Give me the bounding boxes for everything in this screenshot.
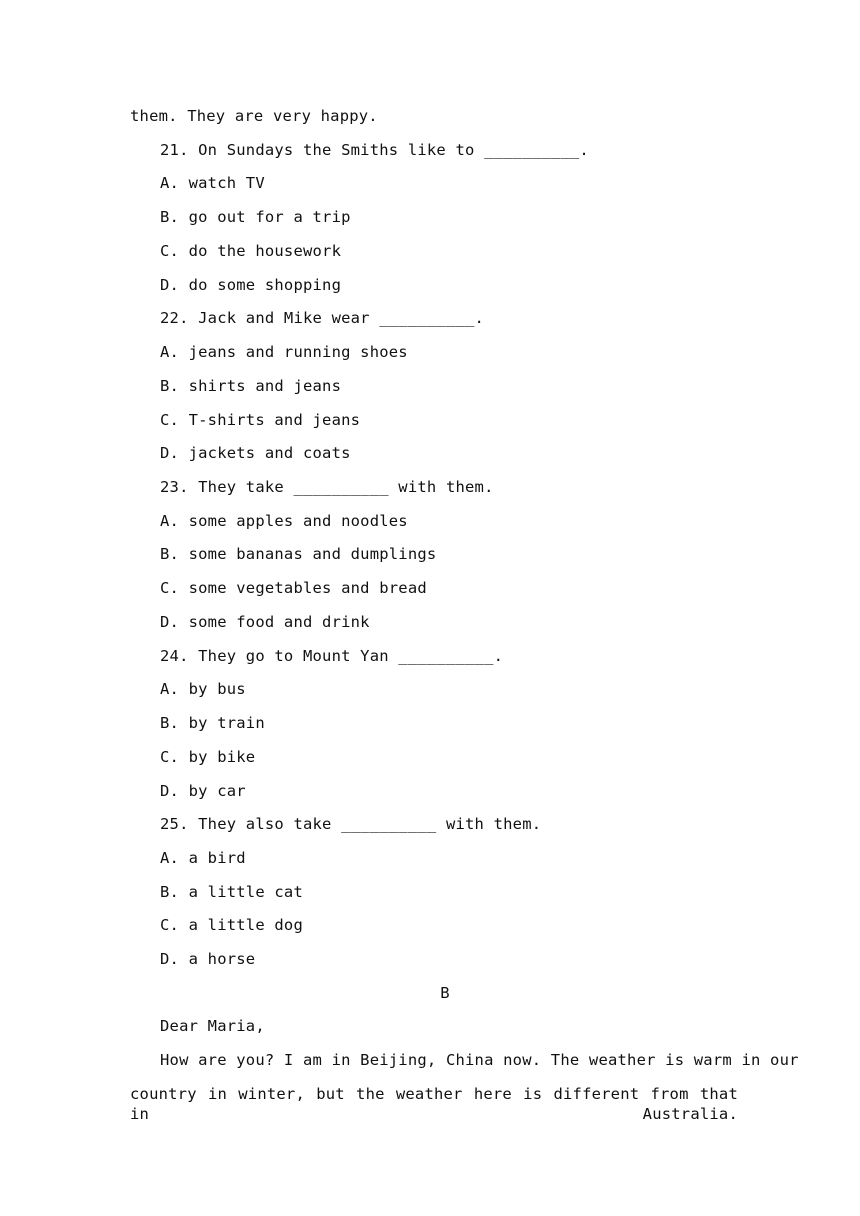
question-25-option-a: A. a bird (160, 849, 246, 867)
question-22-option-a: A. jeans and running shoes (160, 343, 408, 361)
question-25-option-b: B. a little cat (160, 883, 303, 901)
letter-greeting: Dear Maria, (160, 1017, 265, 1035)
question-25-stem: 25. They also take __________ with them. (160, 815, 542, 833)
question-22-option-b: B. shirts and jeans (160, 377, 342, 395)
question-21-option-a: A. watch TV (160, 174, 265, 192)
question-22-stem: 22. Jack and Mike wear __________. (160, 309, 485, 327)
passage-tail: them. They are very happy. (130, 107, 378, 125)
question-25-option-c: C. a little dog (160, 916, 303, 934)
question-24-option-d: D. by car (160, 782, 246, 800)
question-21-option-c: C. do the housework (160, 242, 342, 260)
letter-line-2: country in winter, but the weather here is different from that in Australia. (130, 1085, 738, 1123)
section-b-heading: B (440, 984, 450, 1002)
question-21-option-b: B. go out for a trip (160, 208, 351, 226)
question-23-option-d: D. some food and drink (160, 613, 370, 631)
question-23-stem: 23. They take __________ with them. (160, 478, 494, 496)
question-24-option-c: C. by bike (160, 748, 256, 766)
question-24-stem: 24. They go to Mount Yan __________. (160, 647, 504, 665)
question-23-option-a: A. some apples and noodles (160, 512, 408, 530)
question-21-option-d: D. do some shopping (160, 276, 342, 294)
question-24-option-a: A. by bus (160, 680, 246, 698)
question-22-option-c: C. T-shirts and jeans (160, 411, 361, 429)
question-22-option-d: D. jackets and coats (160, 444, 351, 462)
question-23-option-c: C. some vegetables and bread (160, 579, 427, 597)
question-21-stem: 21. On Sundays the Smiths like to __________. (160, 141, 589, 159)
question-25-option-d: D. a horse (160, 950, 256, 968)
letter-line-1: How are you? I am in Beijing, China now. The weather is warm in our (160, 1051, 799, 1069)
question-23-option-b: B. some bananas and dumplings (160, 545, 437, 563)
question-24-option-b: B. by train (160, 714, 265, 732)
